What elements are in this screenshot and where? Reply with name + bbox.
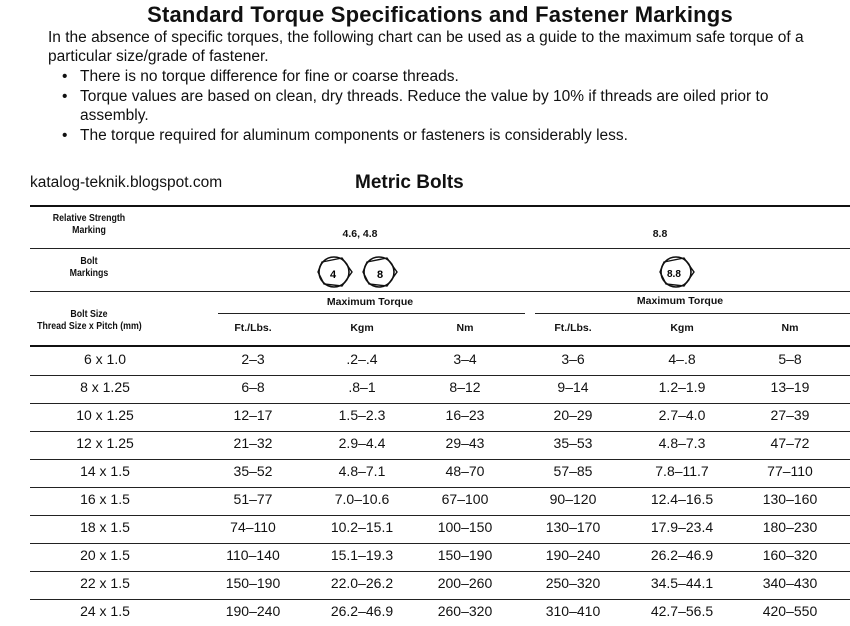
- table-cell: 34.5–44.1: [650, 575, 714, 591]
- table-cell: 35–52: [233, 463, 273, 479]
- row-bolt-size: 12 x 1.25: [76, 435, 134, 451]
- notes-list: [62, 67, 837, 146]
- table-cell: 21–32: [233, 435, 273, 451]
- table-cell: 9–14: [557, 379, 589, 395]
- table-cell: 5–8: [778, 351, 802, 367]
- table-cell: 150–190: [225, 575, 281, 591]
- table-cell: 15.1–19.3: [330, 547, 394, 563]
- table-cell: 67–100: [441, 491, 489, 507]
- table-cell: 3–6: [561, 351, 585, 367]
- table-cell: 10.2–15.1: [330, 519, 394, 535]
- row-bolt-size: 6 x 1.0: [83, 351, 127, 367]
- row-rule: [30, 403, 850, 404]
- table-cell: .2–.4: [346, 351, 378, 367]
- header-max-torque-b: Maximum Torque: [636, 295, 724, 307]
- table-cell: 57–85: [553, 463, 593, 479]
- unit-header: Nm: [456, 322, 474, 334]
- unit-header: Nm: [781, 322, 799, 334]
- note-item: • Torque values are based on clean, dry threads. Reduce the value by 10% if threads are oiled prior to assembly.: [62, 87, 837, 125]
- table-cell: 8–12: [449, 379, 481, 395]
- table-cell: 20–29: [553, 407, 593, 423]
- table-cell: 7.0–10.6: [334, 491, 390, 507]
- row-bolt-size: 16 x 1.5: [80, 491, 130, 507]
- table-title: Metric Bolts: [355, 172, 464, 193]
- table-cell: 190–240: [225, 603, 281, 619]
- table-cell: 26.2–46.9: [650, 547, 714, 563]
- row-rule: [30, 375, 850, 376]
- unit-header: Kgm: [670, 322, 694, 334]
- table-cell: 130–160: [762, 491, 818, 507]
- table-cell: 200–260: [437, 575, 493, 591]
- table-cell: 3–4: [453, 351, 477, 367]
- table-cell: 420–550: [762, 603, 818, 619]
- row-bolt-size: 22 x 1.5: [80, 575, 130, 591]
- intro-text: In the absence of specific torques, the following chart can be used as a guide to the maximum safe torque of a particular size/grade of fastener.: [48, 29, 804, 65]
- bolt-head-mark: 8.8: [667, 269, 681, 280]
- table-cell: 51–77: [233, 491, 273, 507]
- table-cell: 90–120: [549, 491, 597, 507]
- table-cell: 4–.8: [668, 351, 696, 367]
- row-bolt-size: 20 x 1.5: [80, 547, 130, 563]
- table-cell: 29–43: [445, 435, 485, 451]
- table-cell: 17.9–23.4: [650, 519, 714, 535]
- row-rule: [30, 487, 850, 488]
- table-cell: 77–110: [767, 463, 813, 479]
- page-title: Standard Torque Specifications and Fastener Markings: [147, 2, 733, 27]
- header-bolt-size-line1: Bolt Size: [70, 309, 108, 320]
- table-cell: 180–230: [762, 519, 818, 535]
- header-grade-a: 4.6, 4.8: [342, 228, 378, 240]
- table-cell: 7.8–11.7: [655, 463, 709, 479]
- row-bolt-size: 14 x 1.5: [80, 463, 130, 479]
- unit-header: Ft./Lbs.: [554, 322, 592, 334]
- unit-header: Ft./Lbs.: [234, 322, 272, 334]
- table-cell: 1.2–1.9: [658, 379, 706, 395]
- header-grade-b: 8.8: [652, 228, 668, 240]
- row-bolt-size: 10 x 1.25: [76, 407, 134, 423]
- table-cell: 47–72: [770, 435, 810, 451]
- table-cell: .8–1: [348, 379, 376, 395]
- table-cell: 100–150: [437, 519, 493, 535]
- table-cell: 42.7–56.5: [650, 603, 714, 619]
- table-cell: 110–140: [226, 547, 280, 563]
- row-bolt-size: 24 x 1.5: [80, 603, 130, 619]
- table-cell: 4.8–7.1: [338, 463, 386, 479]
- header-bolt-size-line2: Thread Size x Pitch (mm): [37, 321, 142, 332]
- header-bolt-markings-line2: Markings: [69, 268, 109, 279]
- header-bolt-markings-line1: Bolt: [80, 256, 98, 267]
- watermark-text: katalog-teknik.blogspot.com: [30, 174, 223, 191]
- table-top-border: [30, 205, 850, 207]
- table-cell: 26.2–46.9: [330, 603, 394, 619]
- table-cell: 2–3: [241, 351, 265, 367]
- row-rule: [30, 431, 850, 432]
- table-cell: 12–17: [233, 407, 273, 423]
- row-rule: [30, 515, 850, 516]
- table-cell: 130–170: [545, 519, 601, 535]
- header-bolt-size: [37, 309, 141, 333]
- table-cell: 340–430: [762, 575, 818, 591]
- table-rule: [30, 291, 850, 292]
- table-cell: 27–39: [770, 407, 810, 423]
- table-rule: [218, 313, 525, 314]
- header-bolt-markings: [37, 256, 141, 280]
- table-cell: 22.0–26.2: [330, 575, 394, 591]
- note-item: • There is no torque difference for fine or coarse threads.: [62, 67, 837, 86]
- table-rule: [30, 345, 850, 347]
- row-rule: [30, 459, 850, 460]
- row-rule: [30, 571, 850, 572]
- table-rule: [30, 248, 850, 249]
- table-cell: 310–410: [545, 603, 601, 619]
- bolt-head-mark: 8: [377, 269, 384, 281]
- table-cell: 12.4–16.5: [650, 491, 714, 507]
- table-cell: 260–320: [437, 603, 493, 619]
- table-cell: 190–240: [545, 547, 601, 563]
- bolt-head-mark: 4: [330, 269, 337, 281]
- table-rule: [535, 313, 850, 314]
- table-cell: 150–190: [437, 547, 493, 563]
- header-strength-label: [37, 213, 141, 237]
- table-cell: 16–23: [445, 407, 485, 423]
- table-cell: 2.7–4.0: [658, 407, 706, 423]
- row-bolt-size: 8 x 1.25: [80, 379, 130, 395]
- unit-header: Kgm: [350, 322, 374, 334]
- row-rule: [30, 599, 850, 600]
- table-cell: 48–70: [445, 463, 485, 479]
- table-cell: 250–320: [545, 575, 601, 591]
- table-cell: 2.9–4.4: [338, 435, 386, 451]
- header-max-torque-a: Maximum Torque: [326, 296, 414, 308]
- table-cell: 1.5–2.3: [338, 407, 386, 423]
- row-rule: [30, 543, 850, 544]
- row-bolt-size: 18 x 1.5: [80, 519, 130, 535]
- bolt-head-icon: [654, 252, 704, 290]
- table-cell: 160–320: [762, 547, 818, 563]
- header-strength-label-line1: Relative Strength: [52, 213, 126, 224]
- bolt-head-icon: [312, 252, 362, 290]
- bolt-head-icon: [357, 252, 407, 290]
- table-cell: 6–8: [241, 379, 265, 395]
- table-cell: 74–110: [230, 519, 276, 535]
- header-strength-label-line2: Marking: [72, 225, 106, 236]
- table-cell: 35–53: [553, 435, 593, 451]
- table-cell: 4.8–7.3: [658, 435, 706, 451]
- table-cell: 13–19: [770, 379, 810, 395]
- note-item: • The torque required for aluminum components or fasteners is considerably less.: [62, 126, 837, 145]
